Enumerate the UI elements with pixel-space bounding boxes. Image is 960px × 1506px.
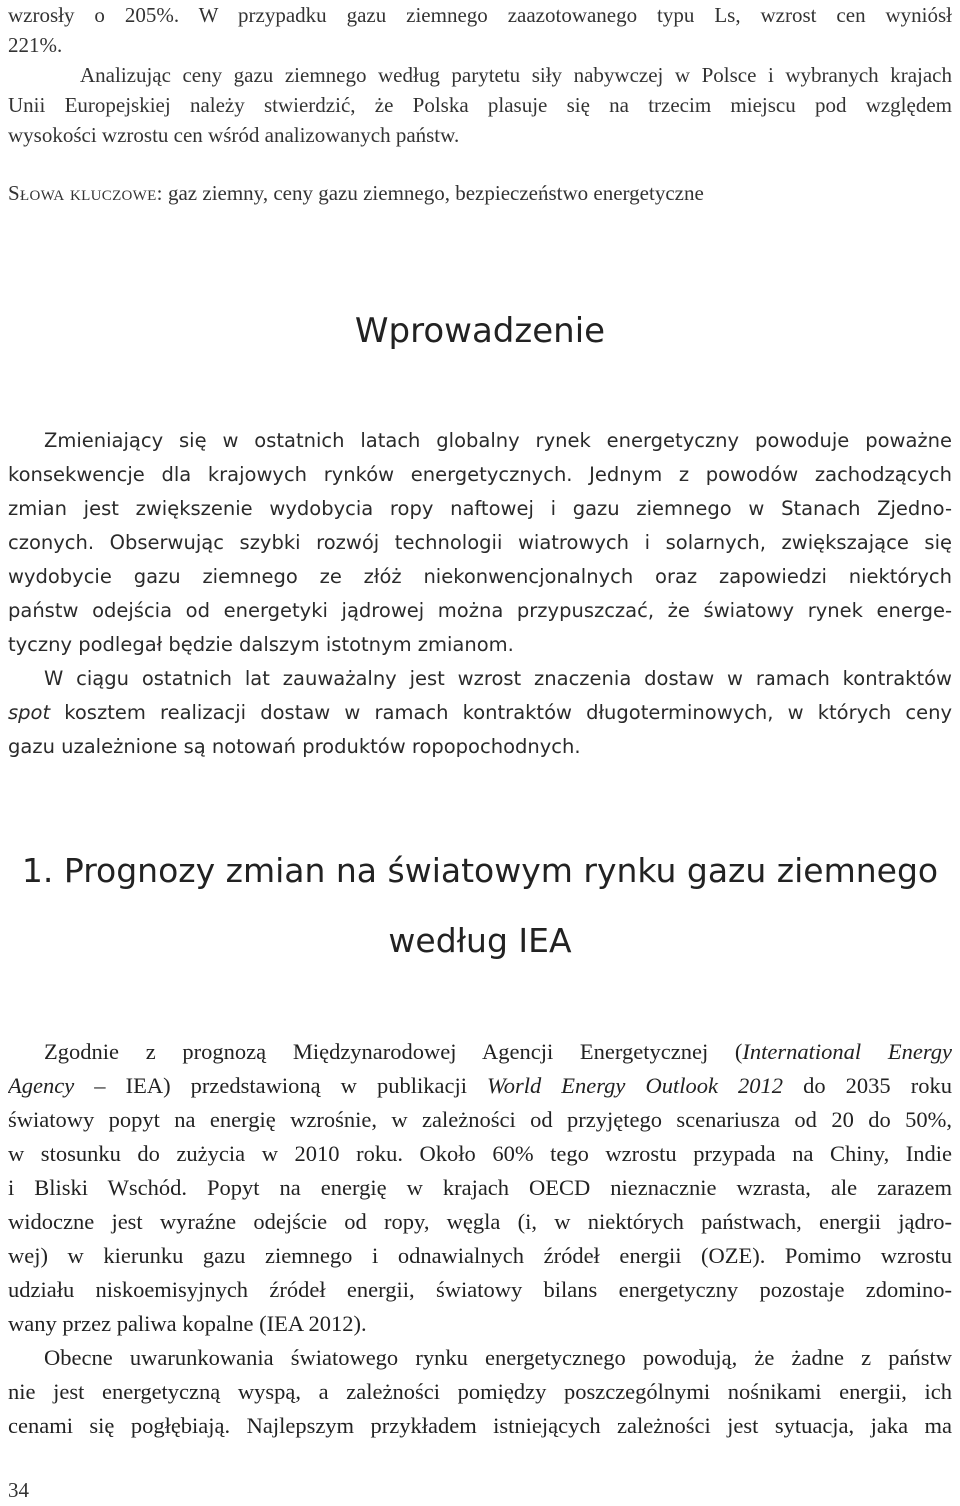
section1-line2-italic-a: Agency: [8, 1073, 75, 1098]
intro-line-rest: kosztem realizacji dostaw w ramach kontraktów długoterminowych, w których ceny: [50, 701, 952, 724]
keywords-label: Słowa kluczowe:: [8, 181, 163, 205]
intro-line: Zmieniający się w ostatnich latach globalny rynek energetyczny powoduje poważne: [44, 429, 952, 452]
intro-italic-spot: spot: [8, 701, 51, 724]
section1-line: cenami się pogłębiają. Najlepszym przykładem istniejących zależności jest sytuacja, jaka ma: [8, 1413, 952, 1438]
section1-line2-b: – IEA) przedstawioną w publikacji: [74, 1073, 488, 1098]
abstract-line-3: Analizując ceny gazu ziemnego według parytetu siły nabywczej w Polsce i wybranych krajach: [80, 63, 952, 87]
section1-line: w stosunku do zużycia w 2010 roku. Około 60% tego wzrostu przypada na Chiny, Indie: [8, 1141, 952, 1166]
section1-line: udziału niskoemisyjnych źródeł energii, światowy bilans energetyczny pozostaje zdomino-: [8, 1277, 952, 1302]
section1-line1-italic: International Energy: [742, 1039, 952, 1064]
section-heading-intro: Wprowadzenie: [354, 311, 606, 351]
abstract-line-5: wysokości wzrostu cen wśród analizowanych państw.: [8, 123, 460, 147]
section1-paragraphs: [8, 1035, 952, 1443]
intro-line: gazu uzależnione są notowań produktów ropopochodnych.: [8, 735, 581, 758]
section1-line2-d: do 2035 roku: [783, 1073, 952, 1098]
section1-line1-a: Zgodnie z prognozą Międzynarodowej Agencji Energetycznej (: [44, 1039, 743, 1064]
section1-line: [8, 1069, 952, 1103]
keywords: [8, 178, 704, 208]
section-heading-1-line1: 1. Prognozy zmian na światowym rynku gazu ziemnego: [21, 851, 939, 890]
intro-line: konsekwencje dla krajowych rynków energetycznych. Jednym z powodów zachodzących: [8, 463, 952, 486]
intro-line: [8, 696, 952, 730]
abstract-line-2: 221%.: [8, 33, 63, 57]
keywords-text: gaz ziemny, ceny gazu ziemnego, bezpieczeństwo energetyczne: [167, 181, 704, 205]
section1-line: widoczne jest wyraźne odejście od ropy, węgla (i, w niektórych państwach, energii jądro-: [8, 1209, 952, 1234]
section1-line: i Bliski Wschód. Popyt na energię w krajach OECD nieznacznie wzrasta, ale zarazem: [8, 1175, 952, 1200]
intro-line: wydobycie gazu ziemnego ze złóż niekonwencjonalnych oraz zapowiedzi niektórych: [8, 565, 952, 588]
intro-line: czonych. Obserwując szybki rozwój technologii wiatrowych i solarnych, zwiększające się: [8, 531, 952, 554]
abstract-line-1: wzrosły o 205%. W przypadku gazu ziemnego zaazotowanego typu Ls, wzrost cen wyniósł: [8, 3, 952, 27]
section1-line: [8, 1035, 952, 1069]
section-heading-1-line2: według IEA: [388, 921, 572, 960]
intro-paragraphs: [8, 424, 952, 764]
section1-line: wany przez paliwa kopalne (IEA 2012).: [8, 1311, 367, 1336]
intro-line: państw odejścia od energetyki jądrowej można przypuszczać, że światowy rynek energe-: [8, 599, 952, 622]
intro-line: zmian jest zwiększenie wydobycia ropy naftowej i gazu ziemnego w Stanach Zjedno-: [8, 497, 952, 520]
intro-line: tyczny podlegał będzie dalszym istotnym zmianom.: [8, 633, 514, 656]
section1-line: nie jest energetyczną wyspą, a zależności pomiędzy poszczególnymi nośnikami energii, ich: [8, 1379, 952, 1404]
section1-line: światowy popyt na energię wzrośnie, w zależności od przyjętego scenariusza od 20 do 50%,: [8, 1107, 952, 1132]
intro-line: W ciągu ostatnich lat zauważalny jest wzrost znaczenia dostaw w ramach kontraktów: [44, 667, 952, 690]
section1-line2-italic-c: World Energy Outlook 2012: [487, 1073, 784, 1098]
section1-line: Obecne uwarunkowania światowego rynku energetycznego powodują, że żadne z państw: [44, 1345, 952, 1370]
section1-line: wej) w kierunku gazu ziemnego i odnawialnych źródeł energii (OZE). Pomimo wzrostu: [8, 1243, 952, 1268]
abstract-line-4: Unii Europejskiej należy stwierdzić, że Polska plasuje się na trzecim miejscu pod względem: [8, 93, 952, 117]
page-number: 34: [8, 1478, 29, 1502]
